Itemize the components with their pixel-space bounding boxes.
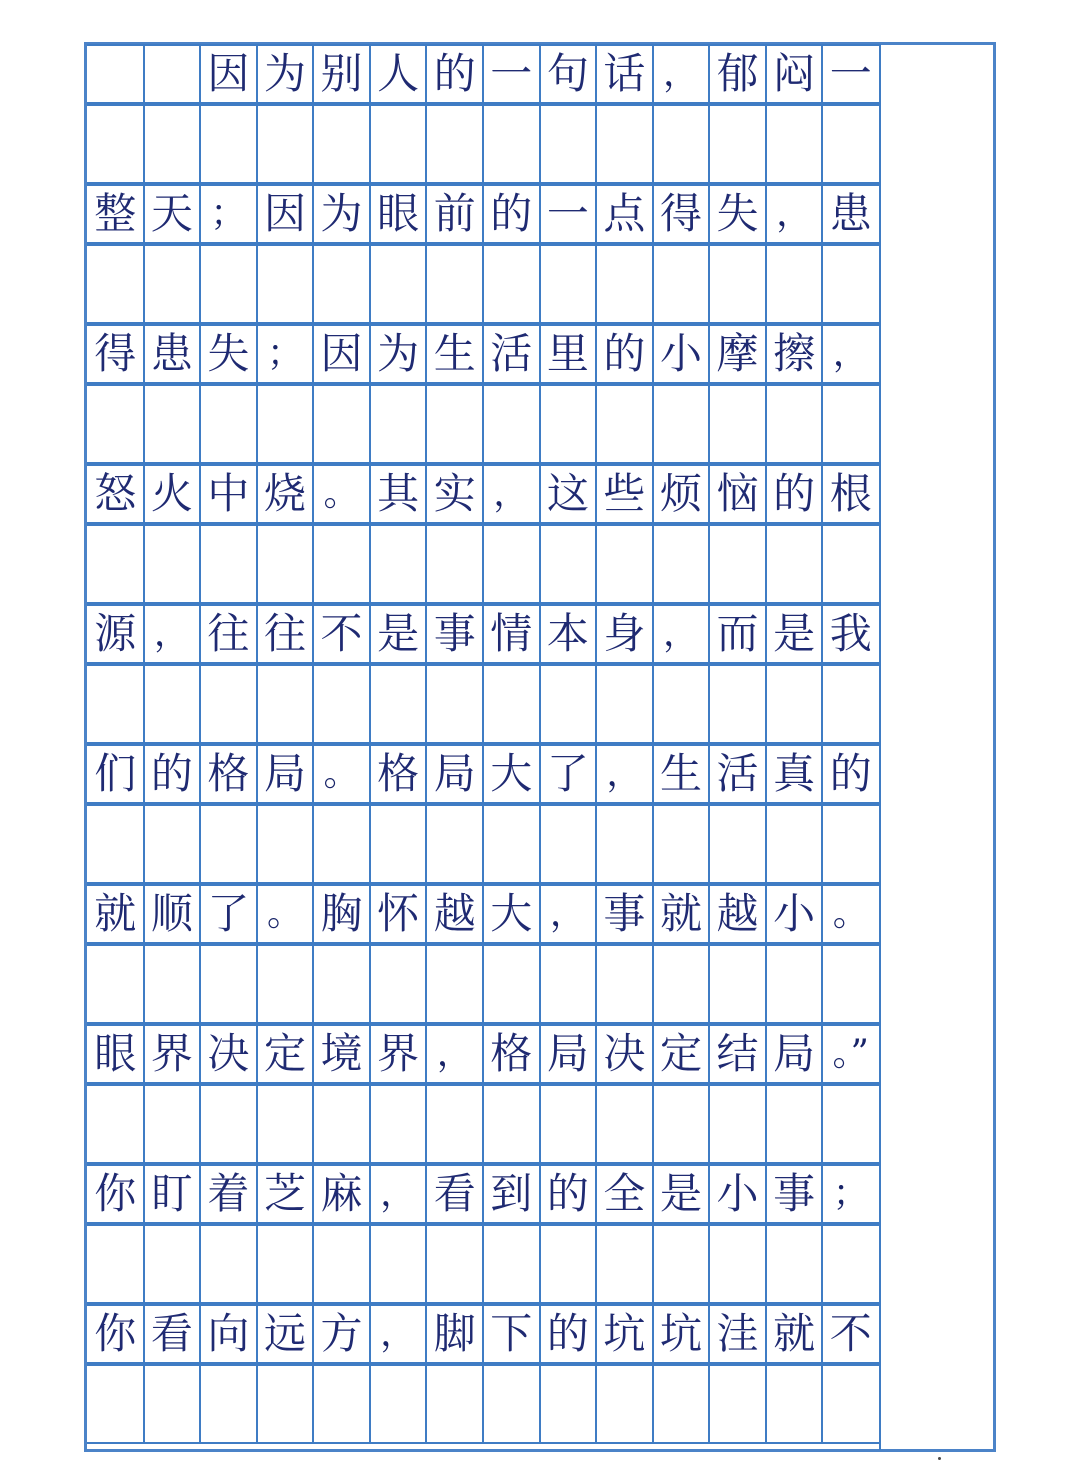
grid-cell: 是 (377, 609, 420, 658)
cell-divider (595, 1226, 597, 1302)
grid-cell: 格 (377, 749, 420, 798)
cell-divider (708, 386, 710, 462)
grid-cell: 天 (150, 189, 193, 238)
grid-cell: 。 (832, 893, 869, 934)
cell-divider (708, 946, 710, 1022)
grid-cell: 为 (263, 49, 306, 98)
grid-cell: 芝 (263, 1169, 306, 1218)
cell-divider (143, 1086, 145, 1162)
cell-divider (652, 1366, 654, 1442)
cell-divider (482, 1086, 484, 1162)
blank-row (87, 524, 879, 604)
cell-divider (708, 806, 710, 882)
cell-divider (652, 946, 654, 1022)
cell-divider (256, 1086, 258, 1162)
grid-cell: 向 (207, 1309, 250, 1358)
grid-cell: 。” (832, 1033, 869, 1074)
grid-cell: 了 (546, 749, 589, 798)
grid-cell: 恼 (716, 469, 759, 518)
cell-divider (821, 1226, 823, 1302)
grid-cell: ； (266, 333, 303, 374)
cell-divider (256, 806, 258, 882)
grid-cell: 的 (433, 49, 476, 98)
grid-cell: 。 (323, 473, 360, 514)
grid-cell: ， (380, 1313, 417, 1354)
grid-cell: 的 (829, 749, 872, 798)
cell-divider (765, 806, 767, 882)
grid-cell: 决 (603, 1029, 646, 1078)
grid-cell: ， (380, 1173, 417, 1214)
cell-divider (369, 106, 371, 182)
grid-cell: ， (662, 53, 699, 94)
blank-row (87, 664, 879, 744)
grid-cell: 定 (263, 1029, 306, 1078)
cell-divider (369, 946, 371, 1022)
cell-divider (425, 246, 427, 322)
cell-divider (256, 106, 258, 182)
cell-divider (425, 1226, 427, 1302)
cell-divider (765, 946, 767, 1022)
writing-row (87, 604, 879, 664)
grid-cell: 局 (433, 749, 476, 798)
character-grid (87, 44, 879, 1448)
grid-cell: 摩 (716, 329, 759, 378)
cell-divider (256, 666, 258, 742)
cell-divider (652, 526, 654, 602)
cell-divider (539, 386, 541, 462)
cell-divider (539, 1366, 541, 1442)
cell-divider (652, 106, 654, 182)
grid-cell: 患 (150, 329, 193, 378)
cell-divider (256, 246, 258, 322)
cell-divider (312, 806, 314, 882)
grid-cell (87, 46, 144, 102)
grid-cell: 事 (433, 609, 476, 658)
cell-divider (821, 526, 823, 602)
cell-divider (539, 1086, 541, 1162)
grid-cell: 的 (773, 469, 816, 518)
cell-divider (765, 1086, 767, 1162)
grid-cell: 整 (94, 189, 137, 238)
cell-divider (143, 666, 145, 742)
grid-cell: 郁 (716, 49, 759, 98)
cell-divider (199, 1226, 201, 1302)
grid-cell: 我 (829, 609, 872, 658)
cell-divider (708, 1226, 710, 1302)
cell-divider (425, 386, 427, 462)
cell-divider (482, 106, 484, 182)
cell-divider (143, 246, 145, 322)
grid-cell: 越 (433, 889, 476, 938)
cell-divider (312, 1366, 314, 1442)
cell-divider (369, 1226, 371, 1302)
grid-cell: 远 (263, 1309, 306, 1358)
cell-divider (539, 806, 541, 882)
cell-divider (199, 246, 201, 322)
cell-divider (143, 946, 145, 1022)
grid-cell: ， (832, 333, 869, 374)
cell-divider (765, 1366, 767, 1442)
grid-cell: 火 (150, 469, 193, 518)
grid-cell: 事 (603, 889, 646, 938)
grid-cell: 是 (773, 609, 816, 658)
cell-divider (312, 1086, 314, 1162)
cell-divider (765, 106, 767, 182)
cell-divider (312, 246, 314, 322)
cell-divider (652, 806, 654, 882)
grid-cell: 生 (659, 749, 702, 798)
grid-cell: 些 (603, 469, 646, 518)
grid-cell: 下 (490, 1309, 533, 1358)
cell-divider (482, 806, 484, 882)
cell-divider (425, 946, 427, 1022)
grid-cell: 句 (546, 49, 589, 98)
grid-cell: 得 (94, 329, 137, 378)
cell-divider (143, 386, 145, 462)
cell-divider (256, 526, 258, 602)
cell-divider (425, 1086, 427, 1162)
grid-cell: 眼 (377, 189, 420, 238)
grid-cell: ， (549, 893, 586, 934)
cell-divider (482, 1366, 484, 1442)
writing-row (87, 884, 879, 944)
cell-divider (312, 946, 314, 1022)
cell-divider (708, 246, 710, 322)
cell-divider (765, 246, 767, 322)
cell-divider (256, 1226, 258, 1302)
blank-row (87, 804, 879, 884)
grid-cell: 越 (716, 889, 759, 938)
cell-divider (143, 106, 145, 182)
cell-divider (199, 1366, 201, 1442)
cell-divider (425, 526, 427, 602)
grid-cell: 胸 (320, 889, 363, 938)
cell-divider (595, 1086, 597, 1162)
grid-cell: 不 (320, 609, 363, 658)
grid-cell: 眼 (94, 1029, 137, 1078)
grid-cell: 事 (773, 1169, 816, 1218)
grid-cell: 因 (263, 189, 306, 238)
cell-divider (425, 106, 427, 182)
grid-cell: 全 (603, 1169, 646, 1218)
grid-cell: 为 (320, 189, 363, 238)
grid-cell: 活 (716, 749, 759, 798)
grid-cell: ， (662, 613, 699, 654)
grid-cell: ， (606, 753, 643, 794)
grid-cell: ， (436, 1033, 473, 1074)
grid-cell: 境 (320, 1029, 363, 1078)
grid-cell: 界 (150, 1029, 193, 1078)
cell-divider (143, 1366, 145, 1442)
cell-divider (256, 946, 258, 1022)
grid-cell: 界 (377, 1029, 420, 1078)
grid-cell: 闷 (773, 49, 816, 98)
cell-divider (652, 246, 654, 322)
grid-cell: 决 (207, 1029, 250, 1078)
blank-row (87, 1364, 879, 1444)
cell-divider (256, 386, 258, 462)
cell-divider (595, 946, 597, 1022)
grid-cell: 身 (603, 609, 646, 658)
cell-divider (312, 1226, 314, 1302)
cell-divider (595, 106, 597, 182)
grid-cell: 到 (490, 1169, 533, 1218)
cell-divider (595, 1366, 597, 1442)
cell-divider (765, 526, 767, 602)
cell-divider (199, 386, 201, 462)
grid-cell: 人 (377, 49, 420, 98)
writing-row (87, 1304, 879, 1364)
cell-divider (821, 806, 823, 882)
grid-cell: 擦 (773, 329, 816, 378)
grid-cell: 小 (773, 889, 816, 938)
grid-cell: 结 (716, 1029, 759, 1078)
cell-divider (199, 946, 201, 1022)
grid-cell: 患 (829, 189, 872, 238)
cell-divider (765, 666, 767, 742)
cell-divider (708, 1366, 710, 1442)
cell-divider (821, 1086, 823, 1162)
grid-cell: 前 (433, 189, 476, 238)
grid-cell: 就 (659, 889, 702, 938)
cell-divider (199, 666, 201, 742)
cell-divider (539, 946, 541, 1022)
grid-cell: 你 (94, 1169, 137, 1218)
writing-row (87, 464, 879, 524)
grid-cell: 往 (207, 609, 250, 658)
grid-cell: 其 (377, 469, 420, 518)
grid-cell: 一 (829, 49, 872, 98)
cell-divider (369, 526, 371, 602)
cell-divider (652, 666, 654, 742)
grid-cell: 的 (546, 1309, 589, 1358)
writing-row (87, 324, 879, 384)
grid-cell: 而 (716, 609, 759, 658)
grid-cell: 失 (716, 189, 759, 238)
grid-cell: 失 (207, 329, 250, 378)
grid-cell: ， (493, 473, 530, 514)
writing-row (87, 744, 879, 804)
grid-cell: ， (776, 193, 813, 234)
grid-cell: 的 (546, 1169, 589, 1218)
grid-cell: 一 (490, 49, 533, 98)
grid-cell: 们 (94, 749, 137, 798)
grid-cell: 为 (377, 329, 420, 378)
cell-divider (595, 666, 597, 742)
cell-divider (765, 1226, 767, 1302)
writing-row (87, 44, 879, 104)
cell-divider (595, 386, 597, 462)
cell-divider (482, 386, 484, 462)
grid-cell: 实 (433, 469, 476, 518)
cell-divider (312, 526, 314, 602)
cell-divider (708, 526, 710, 602)
grid-cell: 小 (716, 1169, 759, 1218)
cell-divider (595, 526, 597, 602)
blank-row (87, 244, 879, 324)
cell-divider (312, 106, 314, 182)
cell-divider (482, 1226, 484, 1302)
cell-divider (143, 1226, 145, 1302)
grid-cell: ， (153, 613, 190, 654)
cell-divider (482, 246, 484, 322)
blank-row (87, 1084, 879, 1164)
grid-cell: 本 (546, 609, 589, 658)
cell-divider (821, 1366, 823, 1442)
grid-cell: 话 (603, 49, 646, 98)
grid-cell: ； (832, 1173, 869, 1214)
grid-cell: 看 (150, 1309, 193, 1358)
grid-cell: 情 (490, 609, 533, 658)
cell-divider (482, 666, 484, 742)
grid-cell: 了 (207, 889, 250, 938)
grid-cell: 小 (659, 329, 702, 378)
grid-cell: 盯 (150, 1169, 193, 1218)
grid-cell: 一 (546, 189, 589, 238)
writing-row (87, 1024, 879, 1084)
right-margin-line (879, 44, 881, 1450)
cell-divider (143, 526, 145, 602)
grid-cell: 别 (320, 49, 363, 98)
cell-divider (708, 666, 710, 742)
grid-cell: 大 (490, 889, 533, 938)
cell-divider (539, 526, 541, 602)
grid-cell: 方 (320, 1309, 363, 1358)
cell-divider (765, 386, 767, 462)
cell-divider (821, 246, 823, 322)
grid-cell: 因 (320, 329, 363, 378)
grid-cell: 源 (94, 609, 137, 658)
grid-cell: 的 (150, 749, 193, 798)
grid-cell: 大 (490, 749, 533, 798)
grid-cell: 的 (603, 329, 646, 378)
cell-divider (312, 386, 314, 462)
grid-cell: 格 (490, 1029, 533, 1078)
cell-divider (369, 246, 371, 322)
cell-divider (425, 806, 427, 882)
grid-cell: 。 (266, 893, 303, 934)
grid-cell: 格 (207, 749, 250, 798)
blank-row (87, 104, 879, 184)
grid-cell: 这 (546, 469, 589, 518)
grid-cell: 洼 (716, 1309, 759, 1358)
grid-cell: ； (210, 193, 247, 234)
writing-row (87, 184, 879, 244)
cell-divider (482, 946, 484, 1022)
cell-divider (539, 106, 541, 182)
grid-cell: 不 (829, 1309, 872, 1358)
cell-divider (539, 666, 541, 742)
blank-row (87, 944, 879, 1024)
grid-cell: 中 (207, 469, 250, 518)
cell-divider (652, 1086, 654, 1162)
cell-divider (595, 806, 597, 882)
grid-cell: 真 (773, 749, 816, 798)
cell-divider (821, 106, 823, 182)
grid-cell: 顺 (150, 889, 193, 938)
margin-dot (938, 1457, 941, 1460)
cell-divider (369, 1366, 371, 1442)
grid-cell: 烦 (659, 469, 702, 518)
cell-divider (425, 1366, 427, 1442)
cell-divider (143, 806, 145, 882)
cell-divider (369, 386, 371, 462)
cell-divider (821, 386, 823, 462)
grid-cell: 局 (546, 1029, 589, 1078)
grid-cell: 活 (490, 329, 533, 378)
grid-cell: 坑 (659, 1309, 702, 1358)
cell-divider (482, 526, 484, 602)
cell-divider (425, 666, 427, 742)
grid-cell: 就 (94, 889, 137, 938)
grid-cell: 点 (603, 189, 646, 238)
cell-divider (256, 1366, 258, 1442)
grid-cell: 看 (433, 1169, 476, 1218)
grid-cell: 烧 (263, 469, 306, 518)
cell-divider (708, 106, 710, 182)
cell-divider (539, 1226, 541, 1302)
cell-divider (369, 666, 371, 742)
blank-row (87, 1224, 879, 1304)
grid-cell: 怀 (377, 889, 420, 938)
cell-divider (312, 666, 314, 742)
grid-cell: 麻 (320, 1169, 363, 1218)
cell-divider (821, 946, 823, 1022)
cell-divider (821, 666, 823, 742)
cell-divider (199, 1086, 201, 1162)
grid-cell: 因 (207, 49, 250, 98)
grid-cell: 里 (546, 329, 589, 378)
grid-cell: 怒 (94, 469, 137, 518)
grid-cell: 就 (773, 1309, 816, 1358)
grid-cell: 坑 (603, 1309, 646, 1358)
grid-cell: 定 (659, 1029, 702, 1078)
blank-row (87, 384, 879, 464)
grid-cell: 根 (829, 469, 872, 518)
cell-divider (199, 806, 201, 882)
cell-divider (539, 246, 541, 322)
grid-cell (144, 46, 201, 102)
grid-cell: 着 (207, 1169, 250, 1218)
grid-cell: 局 (263, 749, 306, 798)
cell-divider (199, 106, 201, 182)
grid-cell: 脚 (433, 1309, 476, 1358)
cell-divider (369, 806, 371, 882)
cell-divider (595, 246, 597, 322)
grid-cell: 局 (773, 1029, 816, 1078)
grid-cell: 你 (94, 1309, 137, 1358)
grid-cell: 。 (323, 753, 360, 794)
cell-divider (369, 1086, 371, 1162)
cell-divider (652, 1226, 654, 1302)
cell-divider (708, 1086, 710, 1162)
grid-cell: 的 (490, 189, 533, 238)
grid-cell: 得 (659, 189, 702, 238)
cell-divider (652, 386, 654, 462)
grid-cell: 是 (659, 1169, 702, 1218)
grid-cell: 往 (263, 609, 306, 658)
writing-row (87, 1164, 879, 1224)
cell-divider (199, 526, 201, 602)
grid-cell: 生 (433, 329, 476, 378)
